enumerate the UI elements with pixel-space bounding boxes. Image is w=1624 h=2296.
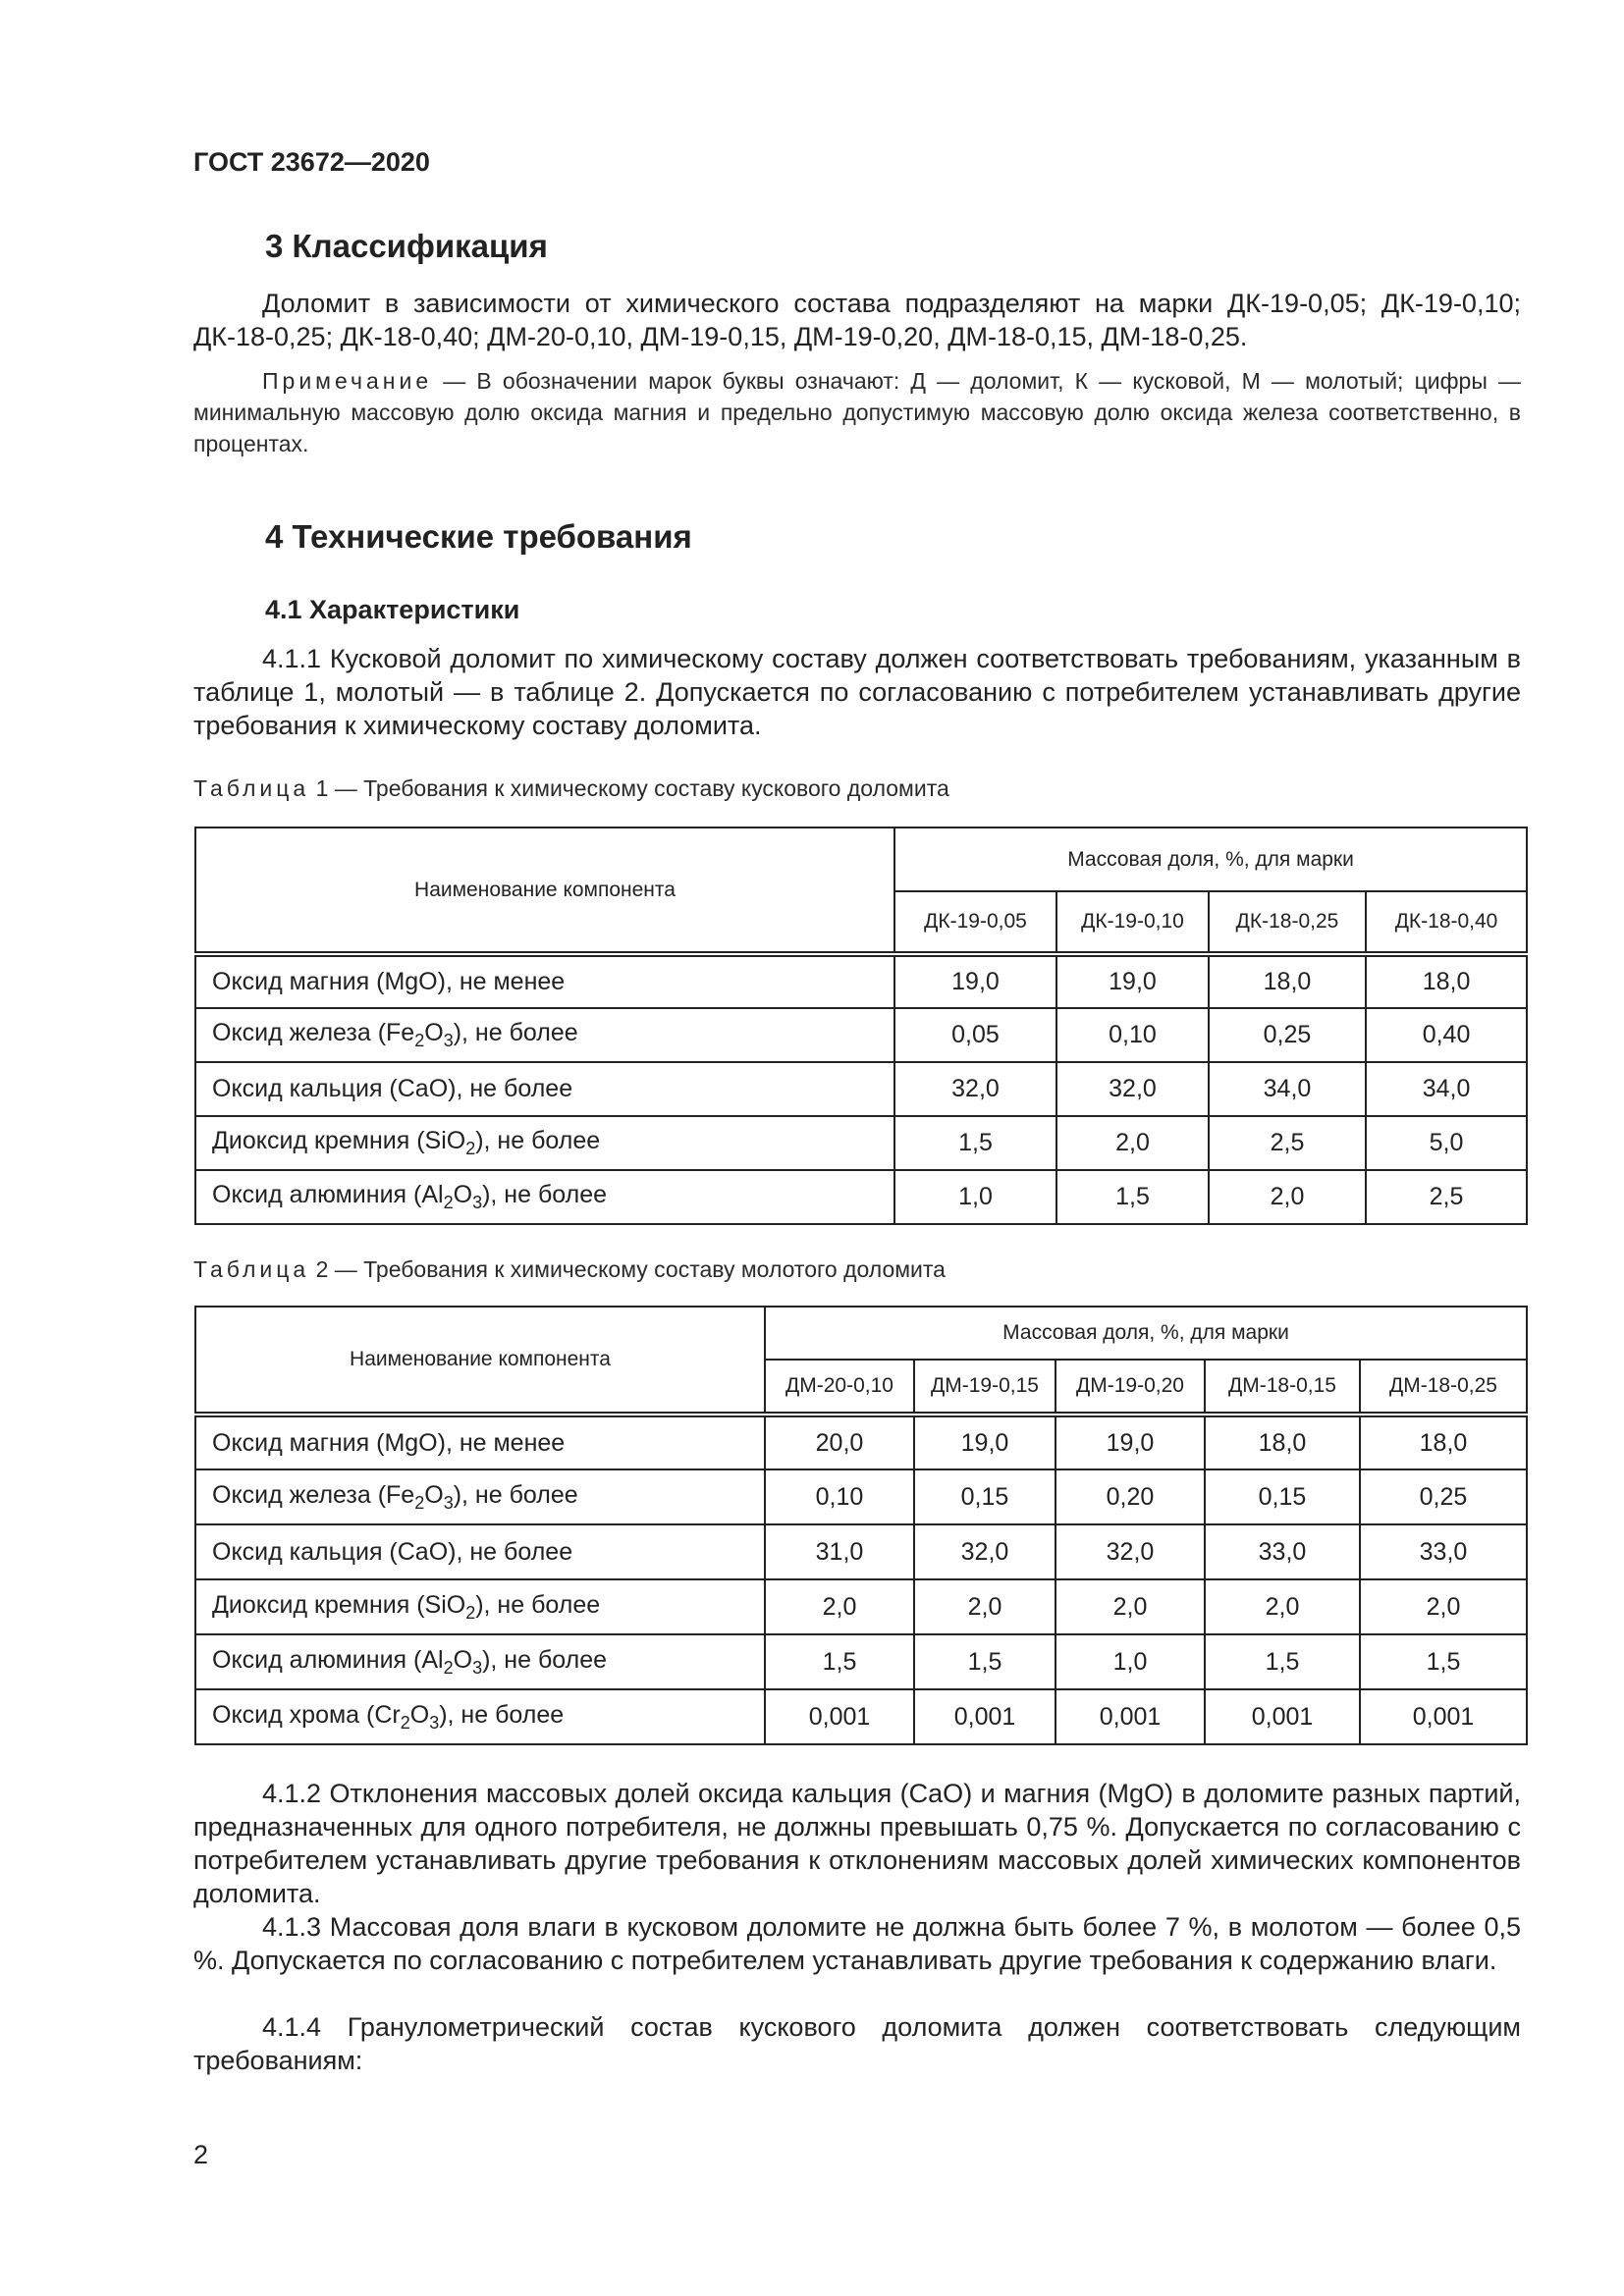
value-cell: 1,5 xyxy=(1205,1634,1360,1689)
section-3-paragraph: Доломит в зависимости от химического состава подразделяют на марки ДК-19-0,05; ДК-19-0,10; ДК-18-0,25; ДК-18-0,40; ДМ-20-0,10, ДМ-19-0,15, ДМ-19-0,20, ДМ-18-0,15, ДМ-18-0,25. xyxy=(193,289,1521,351)
section-3-heading: 3 Классификация xyxy=(265,228,548,264)
paragraph-4-1-4: 4.1.4 Гранулометрический состав кускового доломита должен соответствовать следующим требованиям: xyxy=(193,2012,1521,2075)
grade-header: ДМ-19-0,20 xyxy=(1056,1360,1205,1415)
value-cell: 19,0 xyxy=(1056,954,1209,1008)
value-cell: 0,20 xyxy=(1056,1469,1205,1524)
table-row xyxy=(195,954,1527,1008)
table-row xyxy=(195,1415,1527,1469)
value-cell: 0,25 xyxy=(1360,1469,1527,1524)
section-4-heading: 4 Технические требования xyxy=(265,518,692,555)
value-cell: 0,15 xyxy=(914,1469,1056,1524)
note-label: Примечание xyxy=(262,368,433,394)
value-cell: 19,0 xyxy=(894,954,1056,1008)
value-cell: 19,0 xyxy=(914,1415,1056,1469)
value-cell: 2,0 xyxy=(1056,1116,1209,1170)
value-cell: 18,0 xyxy=(1209,954,1366,1008)
component-name: Оксид алюминия $(Al_2O_3)$, не более xyxy=(195,1170,894,1224)
value-cell: 1,5 xyxy=(914,1634,1056,1689)
value-cell: 18,0 xyxy=(1360,1415,1527,1469)
value-cell: 0,001 xyxy=(1056,1689,1205,1744)
value-cell: 32,0 xyxy=(914,1524,1056,1579)
grade-header: ДМ-18-0,25 xyxy=(1360,1360,1527,1415)
formula-subscript: 3 xyxy=(472,1193,483,1212)
value-cell: 34,0 xyxy=(1366,1062,1527,1116)
value-cell: 32,0 xyxy=(1056,1062,1209,1116)
component-name: Диоксид кремния (SiO$_2$), не более xyxy=(195,1116,894,1170)
value-cell: 0,10 xyxy=(765,1469,914,1524)
value-cell: 1,5 xyxy=(1056,1170,1209,1224)
value-cell: 1,0 xyxy=(894,1170,1056,1224)
component-name: Оксид алюминия $(Al_2O_3)$, не более xyxy=(195,1634,765,1689)
value-cell: 18,0 xyxy=(1205,1415,1360,1469)
table-2 xyxy=(194,1306,1528,1745)
value-cell: 0,40 xyxy=(1366,1008,1527,1062)
value-cell: 1,5 xyxy=(894,1116,1056,1170)
value-cell: 1,5 xyxy=(1360,1634,1527,1689)
value-cell: 1,0 xyxy=(1056,1634,1205,1689)
component-name: Оксид железа $(Fe_2O_3)$, не более xyxy=(195,1469,765,1524)
value-cell: 33,0 xyxy=(1205,1524,1360,1579)
grade-header: ДК-19-0,05 xyxy=(894,891,1056,954)
value-cell: 2,0 xyxy=(1205,1579,1360,1634)
value-cell: 1,5 xyxy=(765,1634,914,1689)
page-number: 2 xyxy=(193,2140,209,2169)
grade-header: ДМ-19-0,15 xyxy=(914,1360,1056,1415)
component-name: Оксид железа $(Fe_2O_3)$, не более xyxy=(195,1008,894,1062)
grade-header: ДМ-18-0,15 xyxy=(1205,1360,1360,1415)
table-2-caption: Таблица 2 — Требования к химическому составу молотого доломита xyxy=(193,1256,946,1282)
table-row xyxy=(195,1008,1527,1062)
value-cell: 18,0 xyxy=(1366,954,1527,1008)
table-1-caption: Таблица 1 — Требования к химическому составу кускового доломита xyxy=(193,775,949,801)
value-cell: 0,001 xyxy=(765,1689,914,1744)
table-row xyxy=(195,1689,1527,1744)
table-row xyxy=(195,1116,1527,1170)
formula-subscript: 3 xyxy=(443,1492,454,1513)
paragraph-4-1-1: 4.1.1 Кусковой доломит по химическому составу должен соответствовать требованиям, указанным в таблице 1, молотый — в таблице 2. Допускается по согласованию с потребителем устанавливать другие требования к химическому составу доломита. xyxy=(193,644,1521,740)
table-row xyxy=(195,1469,1527,1524)
grade-header: ДК-18-0,25 xyxy=(1209,891,1366,954)
table-2-name-header: Наименование компонента xyxy=(195,1307,765,1415)
value-cell: 2,0 xyxy=(1360,1579,1527,1634)
value-cell: 0,001 xyxy=(1360,1689,1527,1744)
formula-subscript: 2 xyxy=(400,1712,410,1733)
value-cell: 0,001 xyxy=(1205,1689,1360,1744)
table-row xyxy=(195,1579,1527,1634)
value-cell: 2,5 xyxy=(1209,1116,1366,1170)
formula-subscript: 2 xyxy=(443,1193,454,1212)
formula-subscript: 2 xyxy=(465,1139,476,1158)
table-row xyxy=(195,1170,1527,1224)
formula-subscript: 3 xyxy=(472,1657,483,1678)
formula-subscript: 3 xyxy=(429,1712,440,1733)
value-cell: 31,0 xyxy=(765,1524,914,1579)
formula-subscript: 2 xyxy=(414,1031,425,1050)
value-cell: 2,0 xyxy=(1056,1579,1205,1634)
formula-subscript: 3 xyxy=(443,1031,454,1050)
value-cell: 0,05 xyxy=(894,1008,1056,1062)
value-cell: 5,0 xyxy=(1366,1116,1527,1170)
table-1-group-header: Массовая доля, %, для марки xyxy=(894,828,1527,891)
table-2-group-header: Массовая доля, %, для марки xyxy=(765,1307,1527,1360)
subsection-4-1-heading: 4.1 Характеристики xyxy=(265,595,520,624)
component-name: Оксид магния (MgO), не менее xyxy=(195,1415,765,1469)
table-1 xyxy=(194,827,1528,1225)
component-name: Оксид кальция (CaO), не более xyxy=(195,1524,765,1579)
formula-subscript: 2 xyxy=(414,1492,425,1513)
component-name: Диоксид кремния (SiO$_2$), не более xyxy=(195,1579,765,1634)
value-cell: 0,001 xyxy=(914,1689,1056,1744)
note-text: — В обозначении марок буквы означают: Д — доломит, К — кусковой, М — молотый; цифры — минимальную массовую долю оксида магния и предельно допустимую массовую долю оксида железа соответственно, в процентах. xyxy=(193,368,1521,456)
grade-header: ДК-18-0,40 xyxy=(1366,891,1527,954)
value-cell: 33,0 xyxy=(1360,1524,1527,1579)
component-name: Оксид хрома $(Cr_2O_3)$, не более xyxy=(195,1689,765,1744)
table-row xyxy=(195,1634,1527,1689)
paragraph-4-1-3: 4.1.3 Массовая доля влаги в кусковом доломите не должна быть более 7 %, в молотом — более 0,5 %. Допускается по согласованию с потребителем устанавливать другие требования к содержанию влаги. xyxy=(193,1912,1521,1975)
value-cell: 0,10 xyxy=(1056,1008,1209,1062)
table-1-name-header: Наименование компонента xyxy=(195,828,894,954)
document-id: ГОСТ 23672—2020 xyxy=(193,147,430,177)
value-cell: 20,0 xyxy=(765,1415,914,1469)
value-cell: 34,0 xyxy=(1209,1062,1366,1116)
paragraph-4-1-2: 4.1.2 Отклонения массовых долей оксида кальция (CaO) и магния (MgO) в доломите разных партий, предназначенных для одного потребителя, не должны превышать 0,75 %. Допускается по согласованию с потребителем устанавливать другие требования к отклонениям массовых долей химических компонентов доломита. xyxy=(193,1779,1521,1908)
value-cell: 0,15 xyxy=(1205,1469,1360,1524)
grade-header: ДК-19-0,10 xyxy=(1056,891,1209,954)
value-cell: 2,0 xyxy=(765,1579,914,1634)
value-cell: 0,25 xyxy=(1209,1008,1366,1062)
classification-note xyxy=(193,365,1521,459)
formula-subscript: 2 xyxy=(443,1657,454,1678)
value-cell: 32,0 xyxy=(894,1062,1056,1116)
value-cell: 2,0 xyxy=(1209,1170,1366,1224)
value-cell: 19,0 xyxy=(1056,1415,1205,1469)
component-name: Оксид кальция (CaO), не более xyxy=(195,1062,894,1116)
component-name: Оксид магния (MgO), не менее xyxy=(195,954,894,1008)
grade-header: ДМ-20-0,10 xyxy=(765,1360,914,1415)
table-row xyxy=(195,1062,1527,1116)
value-cell: 2,0 xyxy=(914,1579,1056,1634)
value-cell: 2,5 xyxy=(1366,1170,1527,1224)
table-row xyxy=(195,1524,1527,1579)
formula-subscript: 2 xyxy=(465,1602,476,1623)
value-cell: 32,0 xyxy=(1056,1524,1205,1579)
